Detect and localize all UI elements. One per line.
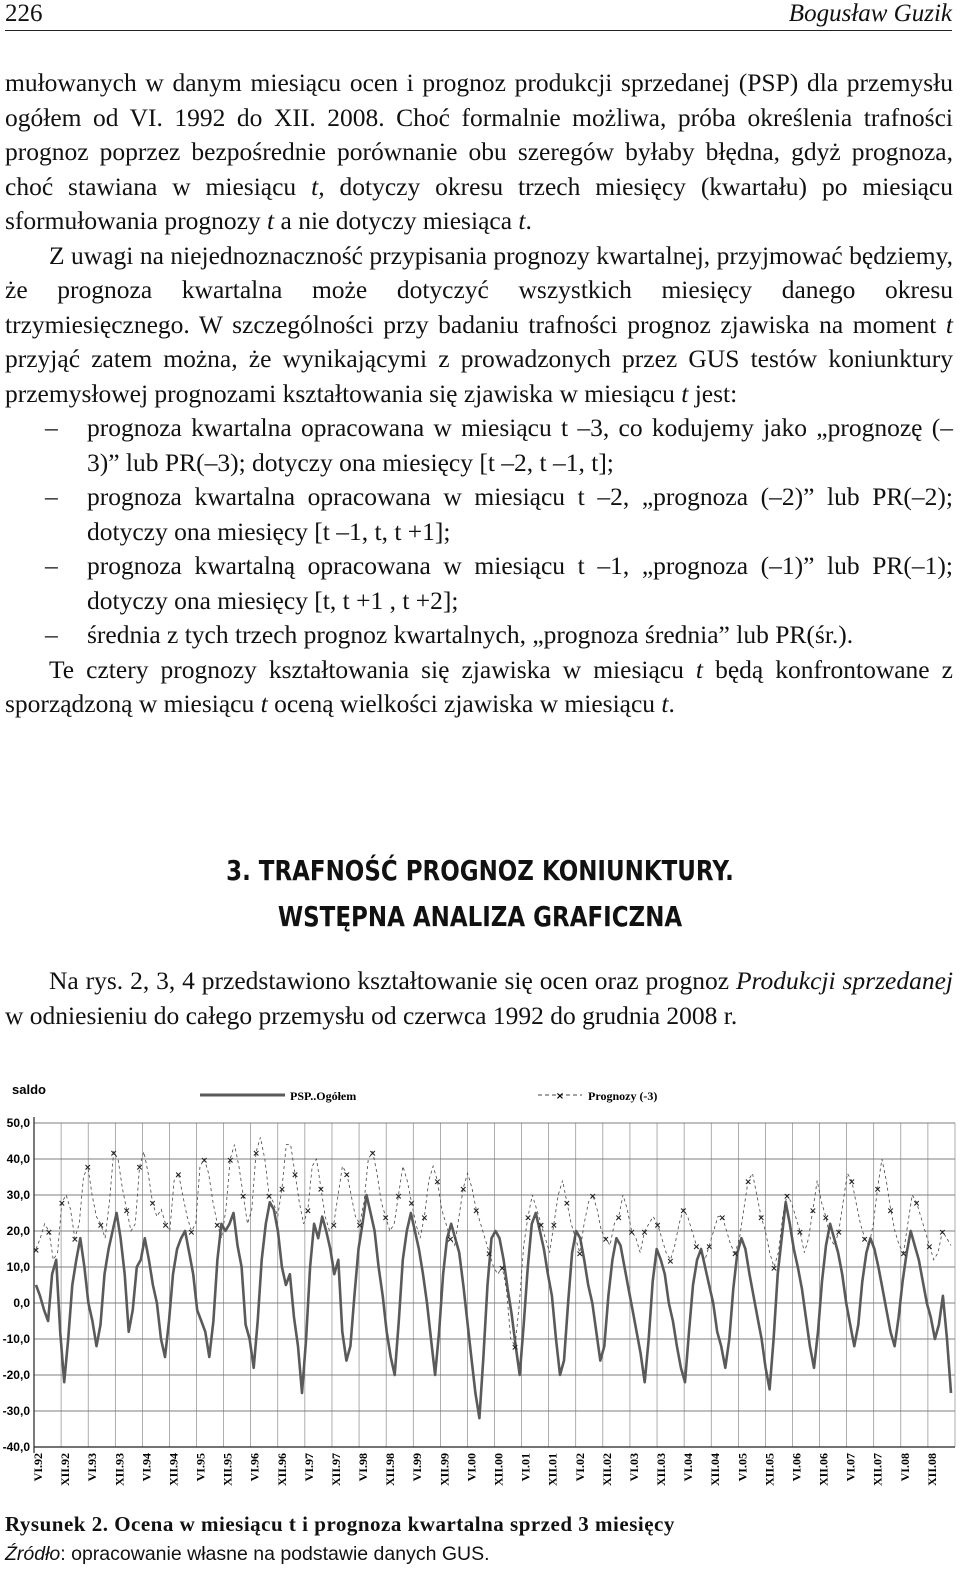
legend-label-prognozy: Prognozy (-3) bbox=[588, 1089, 658, 1103]
y-tick-label: 50,0 bbox=[6, 1116, 30, 1130]
y-tick-label: -10,0 bbox=[2, 1332, 30, 1346]
x-tick-label: XII.95 bbox=[220, 1453, 235, 1487]
list-item: – prognoza kwartalna opracowana w miesiącu t –2, „prognoza (–2)” lub PR(–2); dotyczy ona miesięcy [t –1, t, t +1]; bbox=[45, 482, 953, 546]
series-marker-x: × bbox=[537, 1220, 545, 1231]
page-header bbox=[5, 0, 952, 31]
series-marker-x: × bbox=[394, 1192, 403, 1202]
y-tick-label: -20,0 bbox=[2, 1368, 30, 1382]
series-marker-x: × bbox=[498, 1264, 506, 1274]
x-tick-label: XII.92 bbox=[58, 1453, 73, 1487]
x-tick-label: VI.06 bbox=[789, 1453, 804, 1482]
series-marker-x: × bbox=[485, 1249, 493, 1260]
series-marker-x: × bbox=[770, 1264, 778, 1274]
x-tick-label: XII.93 bbox=[112, 1453, 127, 1487]
series-marker-x: × bbox=[731, 1249, 739, 1260]
series-marker-x: × bbox=[148, 1199, 157, 1210]
series-marker-x: × bbox=[627, 1228, 636, 1238]
series-marker-x: × bbox=[640, 1228, 649, 1238]
series-marker-x: × bbox=[886, 1206, 895, 1217]
series-marker-x: × bbox=[472, 1206, 481, 1217]
x-tick-label: VI.04 bbox=[681, 1453, 696, 1482]
series-marker-x: × bbox=[226, 1156, 234, 1166]
series-marker-x: × bbox=[925, 1242, 934, 1253]
series-marker-x: × bbox=[420, 1213, 429, 1224]
series-marker-x: × bbox=[899, 1249, 908, 1260]
series-marker-x: × bbox=[45, 1228, 53, 1238]
series-marker-x: × bbox=[135, 1163, 144, 1174]
series-marker-x: × bbox=[873, 1184, 882, 1195]
x-tick-label: XII.94 bbox=[166, 1453, 181, 1487]
list-item: – średnia z tych trzech prognoz kwartalnych, „prognoza średnia” lub PR(śr.). bbox=[45, 620, 854, 649]
section-heading bbox=[86, 848, 873, 940]
page-number: 226 bbox=[5, 0, 43, 27]
x-tick-label: VI.98 bbox=[356, 1453, 371, 1482]
series-marker-x: × bbox=[576, 1249, 584, 1260]
series-marker-x: × bbox=[692, 1242, 701, 1253]
series-marker-x: × bbox=[174, 1170, 183, 1181]
series-marker-x: × bbox=[601, 1235, 610, 1246]
series-marker-x: × bbox=[550, 1220, 558, 1231]
series-marker-x: × bbox=[252, 1148, 260, 1159]
legend-marker-x: × bbox=[555, 1091, 565, 1102]
series-marker-x: × bbox=[614, 1213, 623, 1224]
series-marker-x: × bbox=[32, 1246, 40, 1256]
x-tick-label: XII.01 bbox=[545, 1453, 560, 1487]
list-item: – prognoza kwartalną opracowana w miesiącu t –1, „prognoza (–1)” lub PR(–1); dotyczy ona miesięcy [t, t +1 , t +2]; bbox=[45, 551, 953, 615]
series-marker-x: × bbox=[407, 1199, 416, 1210]
series-marker-x: × bbox=[524, 1213, 532, 1224]
x-tick-label: XII.06 bbox=[816, 1453, 831, 1487]
x-tick-label: VI.93 bbox=[85, 1453, 100, 1482]
series-marker-x: × bbox=[187, 1228, 196, 1238]
y-tick-label: 0,0 bbox=[13, 1296, 30, 1310]
y-tick-label: -40,0 bbox=[2, 1440, 30, 1454]
x-tick-label: XII.04 bbox=[708, 1453, 723, 1487]
series-marker-x: × bbox=[304, 1206, 312, 1217]
x-tick-label: XII.96 bbox=[274, 1453, 289, 1487]
paragraph-3: Te cztery prognozy kształtowania się zjawiska w miesiącu t będą konfrontowane z sporządzoną w miesiącu t oceną wielkości zjawiska w miesiącu t. bbox=[5, 654, 953, 718]
series-marker-x: × bbox=[109, 1148, 118, 1159]
y-tick-label: -30,0 bbox=[2, 1404, 30, 1418]
series-marker-x: × bbox=[342, 1170, 351, 1181]
series-marker-x: × bbox=[796, 1228, 804, 1238]
series-line-prognozy bbox=[36, 1137, 951, 1346]
series-marker-x: × bbox=[511, 1343, 519, 1354]
x-tick-label: XII.07 bbox=[870, 1453, 885, 1487]
y-tick-label: 40,0 bbox=[6, 1152, 30, 1166]
x-tick-label: VI.07 bbox=[843, 1453, 858, 1482]
series-marker-x: × bbox=[809, 1206, 817, 1217]
series-marker-x: × bbox=[860, 1235, 869, 1246]
series-marker-x: × bbox=[265, 1192, 273, 1202]
paragraph-2: Z uwagi na niejednoznaczność przypisania prognozy kwartalnej, przyjmować będziemy, że prognoza kwartalna może dotyczyć wszystkich miesięcy danego okresu trzymiesięcznego. W szczególności przy badaniu trafności prognoz zjawiska na moment t przyjąć zatem można, że wynikającymi z prowadzonych przez GUS testów koniunktury przemysłowej prognozami kształtowania się zjawiska w miesiącu t jest: bbox=[5, 240, 953, 408]
series-marker-x: × bbox=[705, 1242, 714, 1253]
x-tick-label: XII.99 bbox=[437, 1453, 452, 1487]
x-tick-label: VI.03 bbox=[626, 1453, 641, 1482]
legend-label-psp: PSP..Ogółem bbox=[290, 1089, 357, 1103]
series-marker-x: × bbox=[847, 1177, 856, 1188]
series-marker-x: × bbox=[200, 1156, 209, 1166]
figure-caption: Rysunek 2. Ocena w miesiącu t i prognoza kwartalna sprzed 3 miesięcy bbox=[5, 1512, 675, 1536]
series-marker-x: × bbox=[563, 1199, 571, 1210]
series-marker-x: × bbox=[96, 1220, 105, 1231]
section-heading-line-1: 3. TRAFNOŚĆ PROGNOZ KONIUNKTURY. bbox=[226, 854, 734, 887]
series-marker-x: × bbox=[368, 1148, 377, 1159]
series-marker-x: × bbox=[459, 1184, 468, 1195]
list-item: – prognoza kwartalna opracowana w miesiącu t –3, co kodujemy jako „prognozę (–3)” lub PR(–3); dotyczy ona miesięcy [t –2, t –1, t]; bbox=[45, 413, 953, 477]
line-chart bbox=[0, 1076, 960, 1506]
x-tick-label: VI.92 bbox=[31, 1453, 45, 1482]
x-tick-label: XII.03 bbox=[654, 1453, 669, 1487]
running-author: Bogusław Guzik bbox=[788, 0, 952, 27]
series-marker-x: × bbox=[161, 1220, 170, 1231]
series-marker-x: × bbox=[291, 1170, 299, 1181]
series-marker-x: × bbox=[757, 1213, 765, 1224]
series-marker-x: × bbox=[381, 1213, 390, 1224]
x-tick-label: XII.02 bbox=[599, 1453, 614, 1487]
x-tick-label: VI.08 bbox=[897, 1453, 912, 1482]
series-marker-x: × bbox=[122, 1206, 131, 1217]
body-text bbox=[5, 66, 953, 722]
y-tick-label: 20,0 bbox=[6, 1224, 30, 1238]
paragraph-1: mułowanych w danym miesiącu ocen i prognoz produkcji sprzedanej (PSP) dla przemysłu ogółem od VI. 1992 do XII. 2008. Choć formalnie możliwa, próba określenia trafności prognoz poprzez bezpośrednie porównanie obu szeregów byłaby błędna, gdyż prognoza, choć stawiana w miesiącu t, dotyczy okresu trzech miesięcy (kwartału) po miesiącu sformułowania prognozy t a nie dotyczy miesiąca t. bbox=[5, 68, 953, 235]
series-marker-x: × bbox=[330, 1220, 338, 1231]
x-tick-label: VI.00 bbox=[464, 1453, 479, 1482]
series-marker-x: × bbox=[666, 1256, 675, 1267]
x-tick-label: VI.95 bbox=[193, 1453, 208, 1482]
x-tick-label: XII.00 bbox=[491, 1453, 506, 1487]
y-tick-label: 10,0 bbox=[6, 1260, 30, 1274]
series-marker-x: × bbox=[822, 1213, 830, 1224]
series-marker-x: × bbox=[71, 1235, 79, 1246]
series-marker-x: × bbox=[433, 1177, 442, 1188]
intro-paragraph: Na rys. 2, 3, 4 przedstawiono kształtowanie się ocen oraz prognoz Produkcji sprzedanej w odniesieniu do całego przemysłu od czerwca 1992 do grudnia 2008 r. bbox=[5, 966, 953, 1030]
series-marker-x: × bbox=[783, 1192, 791, 1202]
x-tick-label: VI.05 bbox=[735, 1453, 750, 1482]
series-marker-x: × bbox=[588, 1192, 597, 1202]
figure-source: Źródło: opracowanie własne na podstawie danych GUS. bbox=[5, 1543, 490, 1565]
series-marker-x: × bbox=[213, 1220, 222, 1231]
y-tick-label: 30,0 bbox=[6, 1188, 30, 1202]
series-marker-x: × bbox=[355, 1220, 364, 1231]
series-marker-x: × bbox=[679, 1206, 688, 1217]
x-tick-label: VI.01 bbox=[518, 1453, 533, 1482]
series-marker-x: × bbox=[239, 1192, 247, 1202]
series-marker-x: × bbox=[653, 1220, 662, 1231]
x-tick-label: XII.97 bbox=[328, 1453, 343, 1487]
x-tick-label: VI.96 bbox=[247, 1453, 262, 1482]
series-marker-x: × bbox=[58, 1199, 66, 1210]
series-marker-x: × bbox=[912, 1199, 921, 1210]
x-tick-label: XII.05 bbox=[762, 1453, 777, 1487]
x-tick-label: VI.97 bbox=[301, 1453, 316, 1482]
y-axis-label: saldo bbox=[12, 1082, 46, 1097]
series-marker-x: × bbox=[744, 1177, 752, 1188]
x-tick-label: VI.02 bbox=[572, 1453, 587, 1482]
series-marker-x: × bbox=[278, 1184, 286, 1195]
series-marker-x: × bbox=[84, 1163, 92, 1174]
series-marker-x: × bbox=[317, 1184, 325, 1195]
series-marker-x: × bbox=[835, 1228, 843, 1238]
series-marker-x: × bbox=[446, 1235, 455, 1246]
series-marker-x: × bbox=[938, 1228, 947, 1238]
x-tick-label: XII.08 bbox=[924, 1453, 939, 1487]
series-line-psp bbox=[36, 1195, 951, 1418]
x-tick-label: XII.98 bbox=[383, 1453, 398, 1487]
series-marker-x: × bbox=[718, 1213, 727, 1224]
x-tick-label: VI.94 bbox=[139, 1453, 154, 1482]
section-heading-line-2: WSTĘPNA ANALIZA GRAFICZNA bbox=[277, 900, 683, 933]
x-tick-label: VI.99 bbox=[410, 1453, 425, 1482]
